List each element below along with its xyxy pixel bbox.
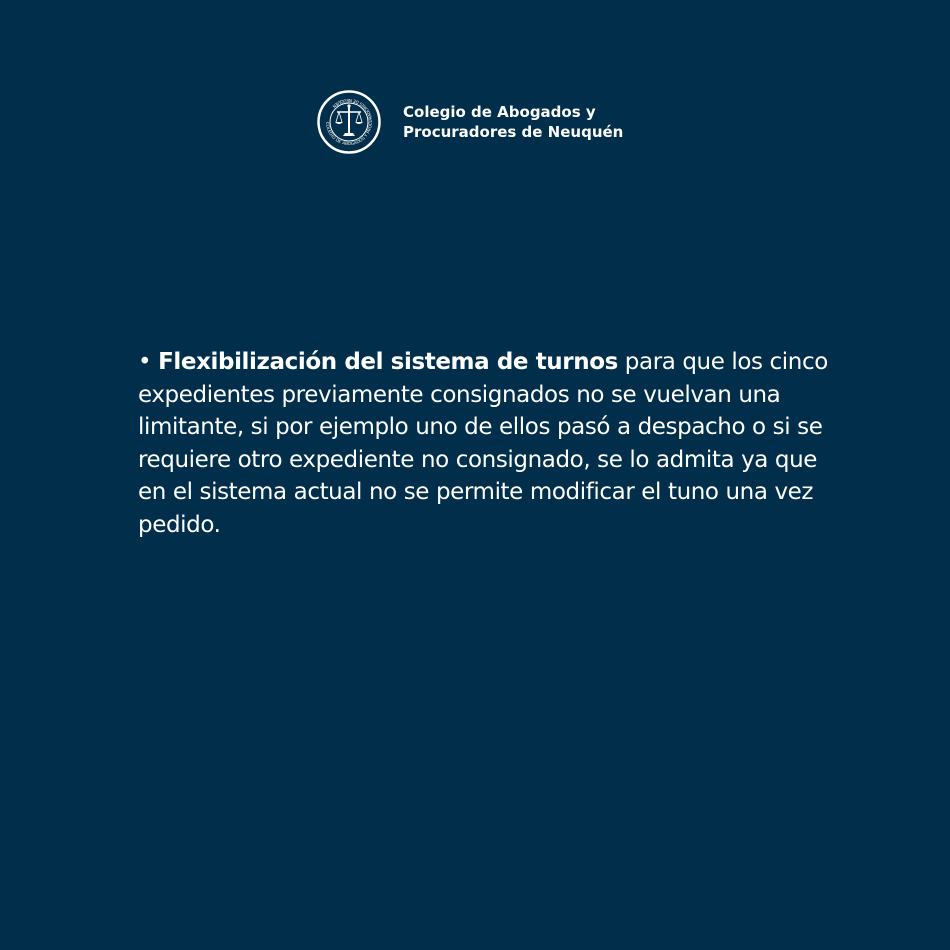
lead-bold-text: Flexibilización del sistema de turnos: [158, 349, 618, 375]
body-paragraph: [138, 346, 828, 541]
bullet: •: [138, 349, 152, 375]
organization-name: [403, 102, 623, 142]
seal-ring-text: COLEGIO DE ABOGADOS Y PROCURADORES DE NEUQUÉN: [324, 97, 374, 147]
header: [317, 90, 623, 154]
body-text: para que los cinco expedientes previamente consignados no se vuelvan una limitante, si por ejemplo uno de ellos pasó a despacho o si se requiere otro expediente no consignado, se lo admita ya que en el sistema actual no se permite modificar el tuno una vez pedido.: [138, 349, 828, 538]
scales-of-justice-seal-icon: [317, 90, 381, 154]
organization-name-line-1: Colegio de Abogados y: [403, 103, 596, 121]
organization-name-line-2: Procuradores de Neuquén: [403, 123, 624, 141]
